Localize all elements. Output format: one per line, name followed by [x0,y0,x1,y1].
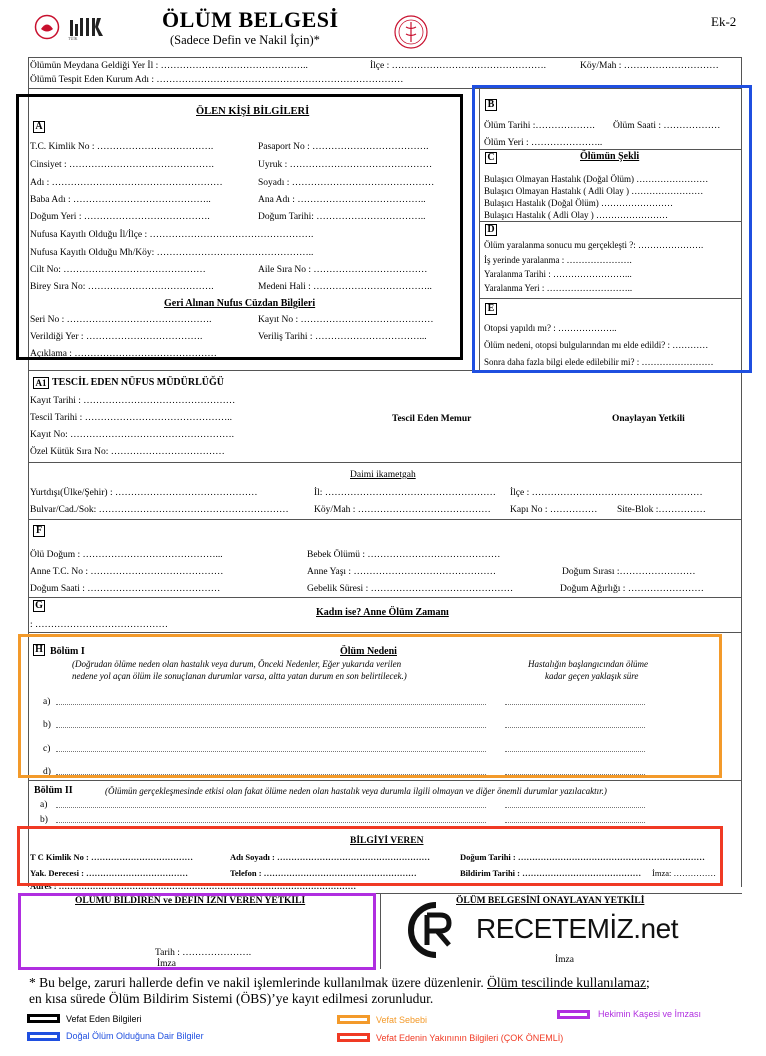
a1-tescil-tarihi: Tescil Tarihi : ……………………………………….. [30,413,232,423]
section-d-letter: D [485,224,497,236]
death-place-province: Ölümün Meydana Geldiği Yer İl : ……………………………………….. [30,61,308,71]
baba-adi-field: Baba Adı : …………………………………….. [30,195,211,205]
gebelik-suresi-field: Gebelik Süresi : ……………………………………… [307,584,514,594]
d-item-2: İş yerinde yaralanma : …………………. [484,255,632,265]
red-highlight-box [17,826,723,886]
dogum-agirligi-field: Doğum Ağırlığı : …………………… [560,584,704,594]
h-line-d: d) [43,767,51,777]
olum-tarihi-field: Ölüm Tarihi :………………. [484,121,595,131]
watermark-logo-icon [407,901,465,959]
black-highlight-box [16,94,463,360]
tuik-logo-text: TÜİK [68,36,78,41]
detecting-institution: Ölümü Tespit Eden Kurum Adı : …………………………………………………………………… [30,75,404,85]
dogum-tarihi-field: Doğum Tarihi: …………………………….. [258,212,426,222]
legend-blue: Doğal Ölüm Olduğuna Dair Bilgiler [66,1031,204,1041]
a1-ozel-kutuk: Özel Kütük Sıra No: ……………………………… [30,447,225,457]
bottom-imza-left: İmza [157,959,176,969]
duration-dotted-line [505,807,645,808]
aile-sira-field: Aile Sıra No : ……………………………… [258,265,428,275]
bebek-olumu-field: Bebek Ölümü : …………………………………… [307,550,501,560]
bildiren-yetkili-title: ÖLÜMÜ BİLDİREN ve DEFİN İZNİ VEREN YETKİLİ [75,896,306,906]
document-subtitle: (Sadece Defin ve Nakil İçin)* [170,33,320,47]
form-code: Ek-2 [711,14,737,29]
olum-saati-field: Ölüm Saati : ……………… [613,121,721,131]
footnote-line-1 [29,975,650,991]
section-c-title: Ölümün Şekli [580,151,640,162]
orange-highlight-box [18,634,722,778]
bilgi-title: BİLGİYİ VEREN [350,836,424,846]
site-blok-field: Site-Blok :…………… [617,505,706,515]
death-place-village: Köy/Mah : ………………………… [580,61,719,71]
birey-sira-field: Birey Sıra No: …………………………………. [30,282,214,292]
bilgi-imza: İmza: …………… [652,868,716,878]
seri-no-field: Seri No : ………………………………………. [30,315,212,325]
e-item-2: Ölüm nedeni, otopsi bulgularından mı elde edildi? : ………… [484,340,709,350]
h-sure-2: kadar geçen yaklaşık süre [545,671,639,681]
section-e-letter: E [485,303,497,315]
nufus-il-field: Nufusa Kayıtlı Olduğu İl/İlçe : ……………………………………………. [30,230,314,240]
section-a-letter: A [33,121,45,133]
g-dots: : …………………………………… [30,620,169,630]
d-item-1: Ölüm yaralanma sonucu mu gerçekleşti ?: …………………. [484,240,704,250]
bulvar-field: Bulvar/Cad./Sok: …………………………………………………… [30,505,289,515]
bilgi-dogum: Doğum Tarihi : ………………………………………………………… [460,852,705,862]
olum-yeri-field: Ölüm Yeri : ………………….. [484,138,603,148]
verildigi-yer-field: Verildiği Yer : ………………………………. [30,332,203,342]
bolum-2-desc: (Ölümün gerçekleşmesinde etkisi olan fakat ölüme neden olan hastalık veya durumla ilgili olmayan ve diğer önemli durumlar yazılacaktır.) [105,786,607,796]
footnote-semicolon: ; [646,975,650,990]
section-a-title: ÖLEN KİŞİ BİLGİLERİ [196,106,310,117]
cause-dotted-line [56,807,486,808]
c-item-1: Bulaşıcı Olmayan Hastalık (Doğal Ölüm) …………………… [484,174,709,184]
watermark-text: RECETEMİZ.net [476,913,678,944]
cilt-no-field: Cilt No: ……………………………………… [30,265,206,275]
bilgi-telefon: Telefon : ……………………………………………… [230,868,417,878]
a1-kayit-tarihi: Kayıt Tarihi : ………………………………………… [30,396,236,406]
bottom-tarih: Tarih : …………………. [155,948,252,958]
nufus-mh-field: Nufusa Kayıtlı Olduğu Mh/Köy: ………………………………………….. [30,248,314,258]
c-item-3: Bulaşıcı Hastalık (Doğal Ölüm) …………………… [484,198,673,208]
anne-yasi-field: Anne Yaşı : ……………………………………… [307,567,496,577]
uyruk-field: Uyruk : ……………………………………… [258,160,433,170]
ikamet-il-field: İl: ……………………………………………… [314,488,496,498]
legend-orange: Vefat Sebebi [376,1015,428,1025]
footnote-text-1: * Bu belge, zaruri hallerde defin ve nakil işlemlerinde kullanılmak üzere düzenlenir. [29,975,484,990]
h-line-c: c) [43,744,51,754]
ikamet-ilce-field: İlçe : ……………………………………………… [510,488,703,498]
ministry-logo [34,14,60,40]
legend-swatch-red [337,1033,370,1042]
footnote-line-2: en kısa sürede Ölüm Bildirim Sistemi (ÖBS)’ye kayıt edilmesi zorunludur. [29,991,434,1006]
h2-line-b: b) [40,815,48,825]
ana-adi-field: Ana Adı : ………………………………….. [258,195,426,205]
bolum-2-label: Bölüm II [34,785,73,796]
cause-dotted-line [56,822,486,823]
legend-swatch-orange [337,1015,370,1024]
cinsiyet-field: Cinsiyet : ………………………………………. [30,160,214,170]
legend-swatch-black [27,1014,60,1023]
e-item-3: Sonra daha fazla bilgi elede edilebilir mi? : …………………… [484,357,714,367]
ikamet-koy-field: Köy/Mah : …………………………………… [314,505,491,515]
ikamet-title: Daimi ikametgah [350,470,416,480]
document-title: ÖLÜM BELGESİ [162,7,339,32]
section-b-letter: B [485,99,497,111]
a1-kayit-no: Kayıt No: ……………………………………………. [30,430,234,440]
bilgi-yak: Yak. Derecesi : ……………………………… [30,868,189,878]
bolum-1-label: Bölüm I [50,646,85,657]
tuik-logo [68,14,108,42]
aciklama-field: Açıklama : ……………………………………… [30,349,217,359]
death-place-district: İlçe : …………………………………………. [370,61,547,71]
legend-swatch-blue [27,1032,60,1041]
olu-dogum-field: Ölü Doğum : ……………………………………... [30,550,223,560]
bilgi-adsoyad: Adı Soyadı : ……………………………………………… [230,852,430,862]
purple-highlight-box [18,893,376,970]
dogum-yeri-field: Doğum Yeri : …………………………………. [30,212,210,222]
tescil-eden-memur: Tescil Eden Memur [392,414,472,424]
anne-tc-field: Anne T.C. No : …………………………………… [30,567,224,577]
c-item-4: Bulaşıcı Hastalık ( Adli Olay ) …………………… [484,210,668,220]
h-desc-1: (Doğrudan ölüme neden olan hastalık veya durum, Önceki Nedenler, Eğer yukarıda verilen [72,659,402,669]
h-line-b: b) [43,720,51,730]
legend-purple: Hekimin Kaşesi ve İmzası [598,1009,702,1019]
kapi-no-field: Kapı No : …………… [510,505,598,515]
onaylayan-yetkili: Onaylayan Yetkili [612,414,685,424]
section-f-letter: F [33,525,45,537]
c-item-2: Bulaşıcı Olmayan Hastalık ( Adli Olay ) …………………… [484,186,704,196]
section-c-letter: C [485,152,497,164]
soyadi-field: Soyadı : ……………………………………… [258,178,435,188]
kayit-no-field: Kayıt No : …………………………………… [258,315,434,325]
legend-black: Vefat Eden Bilgileri [66,1014,142,1024]
section-g-title: Kadın ise? Anne Ölüm Zamanı [316,607,449,618]
medeni-hali-field: Medeni Hali : ……………………………….. [258,282,432,292]
cuzdan-title: Geri Alınan Nufus Cüzdan Bilgileri [164,298,316,309]
bilgi-tc: T C Kimlik No : ……………………………… [30,852,194,862]
duration-dotted-line [505,822,645,823]
h-sure-1: Hastalığın başlangıcından ölüme [528,659,648,669]
adi-field: Adı : ……………………………………………… [30,178,223,188]
yurtdisi-field: Yurtdışı(Ülke/Şehir) : ……………………………………… [30,488,258,498]
health-ministry-emblem [393,14,429,50]
footnote-underlined: Ölüm tescilinde kullanılamaz [487,975,647,990]
tc-kimlik-field: T.C. Kimlik No : ………………………………. [30,142,214,152]
section-a1-letter: A1 [33,377,49,389]
verilis-tarihi-field: Veriliş Tarihi : ……………………………... [258,332,427,342]
dogum-saati-field: Doğum Saati : …………………………………… [30,584,221,594]
section-g-letter: G [33,600,45,612]
pasaport-field: Pasaport No : ………………………………. [258,142,429,152]
section-a1-title: TESCİL EDEN NÜFUS MÜDÜRLÜĞÜ [52,377,224,388]
section-h-letter: H [33,644,45,656]
e-item-1: Otopsi yapıldı mı? : ……………….. [484,323,617,333]
onaylayan-yetkili-title: ÖLÜM BELGESİNİ ONAYLAYAN YETKİLİ [456,896,645,906]
bilgi-adres: Adres : …………………………………………………………………………………………… [30,881,357,891]
d-item-3: Yaralanma Tarihi : ……………………... [484,269,632,279]
legend-swatch-purple [557,1010,590,1019]
bilgi-bildirim: Bildirim Tarihi : …………………………………… [460,868,642,878]
legend-red: Vefat Edenin Yakınının Bilgileri (ÇOK ÖNEMLİ) [376,1033,564,1043]
h-desc-2: nedene yol açan ölüm ile sonuçlanan durumlar varsa, altta yatan durum en son belirtilecek.) [72,671,407,681]
bottom-imza-right: İmza [555,955,574,965]
blue-highlight-box [472,85,752,373]
olum-nedeni-title: Ölüm Nedeni [340,646,397,657]
h-line-a: a) [43,697,51,707]
dogum-sirasi-field: Doğum Sırası :…………………… [562,567,696,577]
h2-line-a: a) [40,800,48,810]
d-item-4: Yaralanma Yeri : ……………………….. [484,283,633,293]
